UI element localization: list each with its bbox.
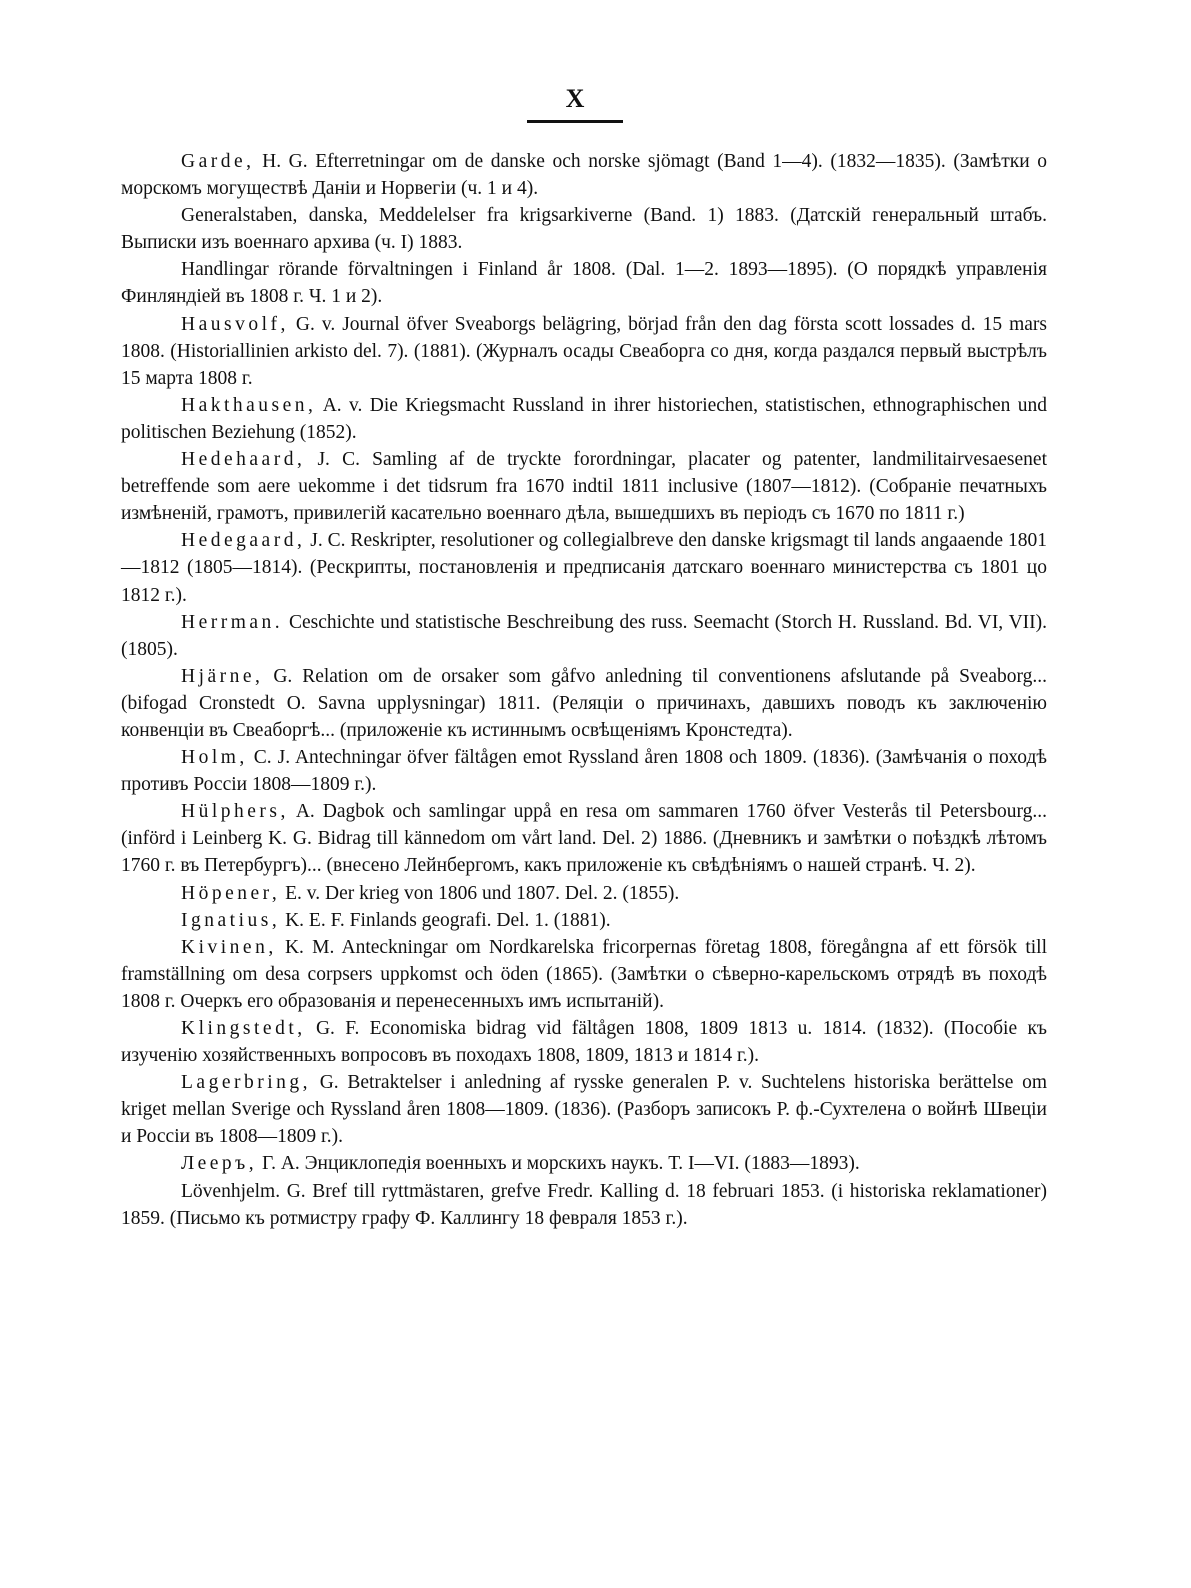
bibliography-entry — [121, 256, 1047, 310]
entry-text: K. M. Anteckningar om Nordkarelska fricorpernas företag 1808, föregångna af ett försök till framställning om desa corpsers uppkomst och öden (1865). (Замѣтки о сѣверно-карельскомъ отрядѣ въ походѣ 1808 г. Очеркъ его образованія и перенесенныхъ имъ испытаній). — [121, 936, 1047, 1012]
entry-author: Hülphers, — [181, 801, 289, 823]
entry-author: Hakthausen, — [181, 394, 317, 416]
entry-text: G. v. Journal öfver Sveaborgs belägring, börjad från den dag första scott lossades d. 15 mars 1808. (Historiallinien arkisto del. 7). (1881). (Журналъ осады Свеаборга со дня, когда раздался первый выстрѣлъ 15 марта 1808 г. — [121, 313, 1047, 389]
entry-text: A. v. Die Kriegsmacht Russland in ihrer historiechen, statistischen, ethnographischen und politischen Beziehung (1852). — [121, 394, 1047, 443]
page-number: X — [565, 84, 585, 113]
bibliography-entry — [121, 392, 1047, 446]
bibliography-entry — [121, 1178, 1047, 1232]
entry-author: Лееръ, — [181, 1153, 258, 1175]
bibliography-entry — [121, 880, 1047, 907]
entry-text: J. C. Samling af de tryckte forordningar, placater og patenter, landmilitairvesaesenet betreffende som aere uekomme i det tidsrum fra 1670 indtil 1811 inclusive (1807—1812). (Собраніе печатныхъ измѣненій, грамотъ, привилегій касательно военнаго дѣла, вышедшихъ въ періодъ съ 1670 по 1811 г.) — [121, 449, 1047, 525]
entry-text: G. Relation om de orsaker som gåfvo anledning til conventionens afslutande på Sveaborg... (bifogad Cronstedt O. Savna upplysningar) 1811. (Реляціи о причинахъ, давшихъ поводъ къ заключенію конвенціи въ Свеаборгѣ... (приложеніе къ истиннымъ освѣщеніямъ Кронстедта). — [121, 665, 1048, 741]
entry-text: H. G. Efterretningar om de danske och norske sjömagt (Band 1—4). (1832—1835). (Замѣтки о морскомъ могуществѣ Даніи и Норвегіи (ч. 1 и 4). — [121, 151, 1048, 200]
entry-author: Holm, — [181, 747, 248, 769]
bibliography-entry — [121, 202, 1047, 256]
entry-author: Klingstedt, — [181, 1018, 306, 1039]
bibliography-entry — [121, 1150, 1047, 1177]
page-number-underline — [527, 120, 623, 123]
entry-text: J. C. Reskripter, resolutioner og collegialbreve den danske krigsmagt til lands angaaende 1801—1812 (1805—1814). (Рескрипты, постановленія и предписанія датскаго военнаго министерства съ 1801 цо 1812 г.). — [121, 530, 1047, 606]
bibliography-entry — [121, 934, 1047, 1015]
entry-text: C. J. Antechningar öfver fältågen emot Ryssland åren 1808 och 1809. (1836). (Замѣчанія о походѣ противъ Россіи 1808—1809 г.). — [121, 747, 1048, 796]
bibliography-list — [121, 148, 1047, 1232]
entry-text: Generalstaben, danska, Meddelelser fra krigsarkiverne (Band. 1) 1883. (Датскій генеральный штабъ. Выписки изъ военнаго архива (ч. I) 1883. — [121, 205, 1047, 254]
bibliography-entry — [121, 148, 1047, 202]
bibliography-entry — [121, 1015, 1047, 1069]
entry-text: Handlingar rörande förvaltningen i Finland år 1808. (Dal. 1—2. 1893—1895). (О порядкѣ управленія Финляндіей въ 1808 г. Ч. 1 и 2). — [121, 259, 1047, 308]
entry-text: G. F. Economiska bidrag vid fältågen 1808, 1809 1813 u. 1814. (1832). (Пособіе къ изученію хозяйственныхъ вопросовъ въ походахъ 1808, 1809, 1813 и 1814 г.). — [121, 1018, 1048, 1067]
entry-text: Г. А. Энциклопедія военныхъ и морскихъ наукъ. Т. I—VI. (1883—1893). — [262, 1153, 860, 1175]
entry-text: A. Dagbok och samlingar uppå en resa om sammaren 1760 öfver Vesterås til Petersbourg...(införd i Leinberg K. G. Bidrag till kännedom om vårt land. Del. 2) 1886. (Дневникъ и замѣтки о поѣздкѣ лѣтомъ 1760 г. въ Петербургъ)... (внесено Лейнбергомъ, какъ приложеніе къ свѣдѣніямъ о нашей странѣ. Ч. 2). — [121, 801, 1047, 877]
bibliography-entry — [121, 311, 1047, 392]
entry-author: Herrman. — [181, 611, 284, 633]
bibliography-entry — [121, 527, 1047, 608]
bibliography-entry — [121, 1069, 1047, 1150]
entry-text: E. v. Der krieg von 1806 und 1807. Del. 2. (1855). — [285, 882, 680, 904]
bibliography-entry — [121, 798, 1047, 879]
entry-text: Ceschichte und statistische Beschreibung des russ. Seemacht (Storch H. Russland. Bd. VI, VII). (1805). — [121, 611, 1048, 660]
entry-text: K. E. F. Finlands geografi. Del. 1. (1881). — [285, 909, 611, 931]
bibliography-entry — [121, 744, 1047, 798]
bibliography-entry — [121, 663, 1047, 744]
bibliography-entry — [121, 609, 1047, 663]
bibliography-entry — [121, 907, 1047, 934]
entry-author: Hedegaard, — [181, 530, 306, 552]
entry-author: Kivinen, — [181, 936, 277, 958]
entry-author: Hedehaard, — [181, 449, 306, 471]
entry-author: Ignatius, — [181, 909, 281, 931]
entry-author: Hjärne, — [181, 665, 264, 687]
entry-author: Höpener, — [181, 882, 281, 904]
bibliography-entry — [121, 446, 1047, 527]
entry-author: Garde, — [181, 151, 255, 172]
entry-author: Lagerbring, — [181, 1072, 312, 1094]
entry-text: G. Betraktelser i anledning af rysske generalen P. v. Suchtelens historiska berättelse om kriget mellan Sverige och Ryssland åren 1808—1809. (1836). (Разборъ записокъ Р. ф.-Сухтелена о войнѣ Швеціи и Россіи въ 1808—1809 г.). — [121, 1072, 1047, 1148]
entry-author: Hausvolf, — [181, 313, 289, 335]
entry-text: Lövenhjelm. G. Bref till ryttmästaren, grefve Fredr. Kalling d. 18 februari 1853. (i historiska reklamationer) 1859. (Письмо къ ротмистру графу Ф. Каллингу 18 февраля 1853 г.). — [121, 1180, 1047, 1229]
